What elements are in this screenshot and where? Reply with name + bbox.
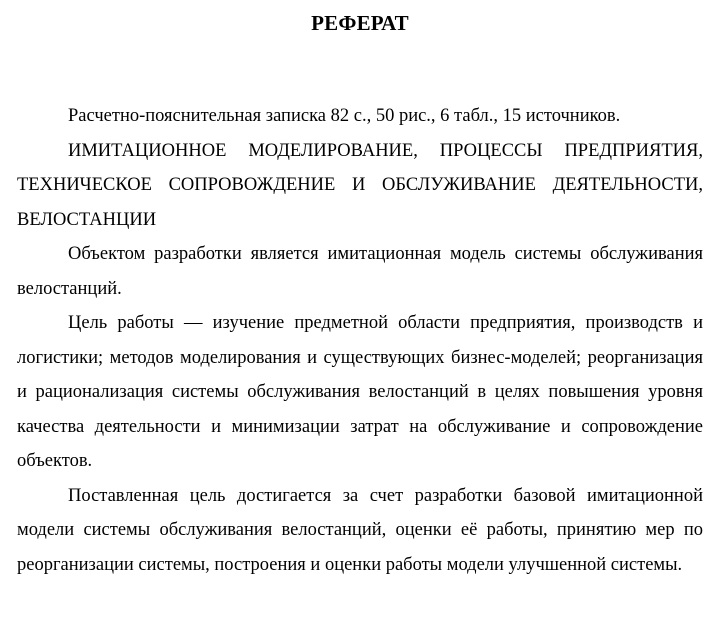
document-body [17,99,703,582]
keywords-paragraph: ИМИТАЦИОННОЕ МОДЕЛИРОВАНИЕ, ПРОЦЕССЫ ПРЕДПРИЯТИЯ, ТЕХНИЧЕСКОЕ СОПРОВОЖДЕНИЕ И ОБСЛУЖИВАНИЕ ДЕЯТЕЛЬНОСТИ, ВЕЛОСТАНЦИИ [17,140,703,230]
object-paragraph: Объектом разработки является имитационная модель системы обслуживания велостанций. [17,244,703,299]
document-title: РЕФЕРАТ [311,11,409,35]
summary-line: Расчетно-пояснительная записка 82 с., 50 рис., 6 табл., 15 источников. [68,106,621,126]
goal-paragraph: Цель работы — изучение предметной области предприятия, производств и логистики; методов моделирования и существующих бизнес-моделей; реорганизация и рационализация системы обслуживания велостанций в целях повышения уровня качества деятельности и минимизации затрат на обслуживание и сопровождение объектов. [17,313,703,471]
method-paragraph: Поставленная цель достигается за счет разработки базовой имитационной модели системы обслуживания велостанций, оценки её работы, принятию мер по реорганизации системы, построения и оценки работы модели улучшенной системы. [17,485,703,575]
